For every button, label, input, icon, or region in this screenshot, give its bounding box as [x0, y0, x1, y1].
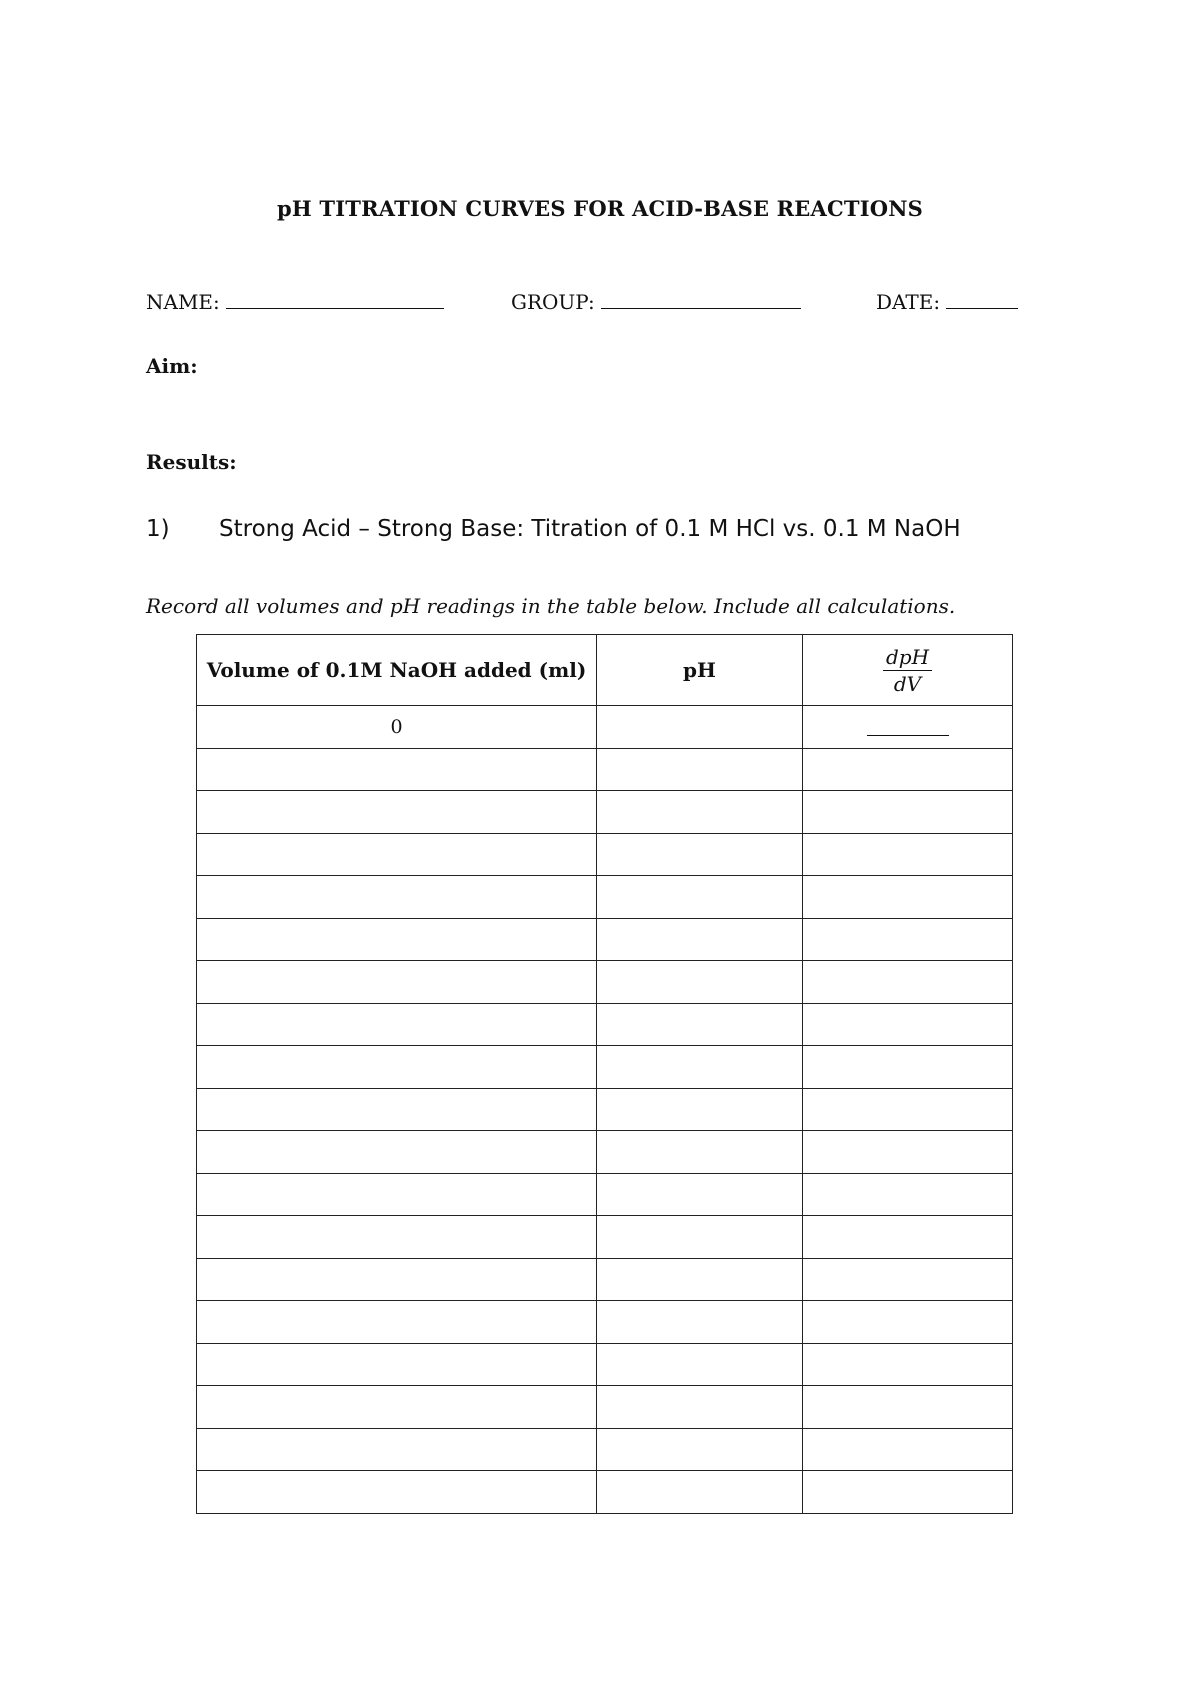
table-row — [197, 1131, 1013, 1174]
question-text: Strong Acid – Strong Base: Titration of 0.1 M HCl vs. 0.1 M NaOH — [219, 516, 961, 542]
derivative-cell[interactable] — [803, 1386, 1013, 1429]
derivative-column-header — [803, 635, 1013, 706]
ph-cell[interactable] — [597, 833, 803, 876]
table-row — [197, 748, 1013, 791]
derivative-cell-na — [803, 706, 1013, 749]
volume-cell[interactable] — [197, 1088, 597, 1131]
table-row — [197, 918, 1013, 961]
derivative-cell[interactable] — [803, 1216, 1013, 1259]
derivative-cell[interactable] — [803, 1343, 1013, 1386]
volume-column-header: Volume of 0.1M NaOH added (ml) — [197, 635, 597, 706]
derivative-cell[interactable] — [803, 918, 1013, 961]
fraction-numerator: dpH — [883, 645, 932, 671]
ph-cell[interactable] — [597, 1046, 803, 1089]
volume-cell[interactable] — [197, 1046, 597, 1089]
volume-cell[interactable] — [197, 1173, 597, 1216]
volume-cell[interactable] — [197, 961, 597, 1004]
table-body — [197, 706, 1013, 1514]
table-row — [197, 791, 1013, 834]
volume-cell[interactable] — [197, 791, 597, 834]
derivative-cell[interactable] — [803, 791, 1013, 834]
question-number: 1) — [146, 516, 170, 542]
table-row — [197, 1258, 1013, 1301]
table-row — [197, 1173, 1013, 1216]
ph-cell[interactable] — [597, 1003, 803, 1046]
ph-cell[interactable] — [597, 876, 803, 919]
ph-cell[interactable] — [597, 706, 803, 749]
table-row — [197, 1088, 1013, 1131]
volume-cell[interactable] — [197, 1003, 597, 1046]
ph-cell[interactable] — [597, 918, 803, 961]
derivative-cell[interactable] — [803, 1471, 1013, 1514]
volume-cell[interactable] — [197, 876, 597, 919]
derivative-cell[interactable] — [803, 1173, 1013, 1216]
volume-cell[interactable] — [197, 1343, 597, 1386]
derivative-cell[interactable] — [803, 876, 1013, 919]
ph-cell[interactable] — [597, 791, 803, 834]
ph-cell[interactable] — [597, 1131, 803, 1174]
derivative-cell[interactable] — [803, 1088, 1013, 1131]
group-blank-line[interactable] — [601, 292, 801, 309]
table-row — [197, 1301, 1013, 1344]
name-label: NAME: — [146, 290, 220, 314]
ph-cell[interactable] — [597, 1428, 803, 1471]
table-row — [197, 833, 1013, 876]
not-applicable-dash — [867, 735, 949, 736]
date-field — [876, 290, 1018, 314]
ph-cell[interactable] — [597, 961, 803, 1004]
volume-cell[interactable] — [197, 1428, 597, 1471]
table-header-row — [197, 635, 1013, 706]
name-field — [146, 290, 444, 314]
ph-cell[interactable] — [597, 1088, 803, 1131]
volume-cell[interactable] — [197, 1386, 597, 1429]
question-1 — [146, 516, 961, 542]
aim-heading: Aim: — [146, 354, 198, 378]
ph-cell[interactable] — [597, 1471, 803, 1514]
volume-cell[interactable] — [197, 1301, 597, 1344]
ph-cell[interactable] — [597, 1386, 803, 1429]
volume-cell[interactable] — [197, 748, 597, 791]
derivative-cell[interactable] — [803, 1258, 1013, 1301]
derivative-cell[interactable] — [803, 961, 1013, 1004]
table-row — [197, 1428, 1013, 1471]
volume-cell[interactable] — [197, 918, 597, 961]
ph-cell[interactable] — [597, 1216, 803, 1259]
ph-cell[interactable] — [597, 1173, 803, 1216]
group-field — [511, 290, 801, 314]
table-row — [197, 876, 1013, 919]
name-blank-line[interactable] — [226, 292, 444, 309]
derivative-cell[interactable] — [803, 748, 1013, 791]
derivative-cell[interactable] — [803, 1003, 1013, 1046]
ph-cell[interactable] — [597, 1301, 803, 1344]
derivative-cell[interactable] — [803, 833, 1013, 876]
ph-cell[interactable] — [597, 1258, 803, 1301]
volume-cell[interactable] — [197, 1258, 597, 1301]
volume-cell[interactable] — [197, 1471, 597, 1514]
volume-cell[interactable]: 0 — [197, 706, 597, 749]
volume-cell[interactable] — [197, 1216, 597, 1259]
instruction-text: Record all volumes and pH readings in the table below. Include all calculations. — [146, 594, 956, 618]
ph-cell[interactable] — [597, 748, 803, 791]
table-row — [197, 961, 1013, 1004]
date-blank-line[interactable] — [946, 292, 1018, 309]
ph-cell[interactable] — [597, 1343, 803, 1386]
table-row — [197, 1343, 1013, 1386]
derivative-cell[interactable] — [803, 1428, 1013, 1471]
table-row — [197, 1386, 1013, 1429]
titration-data-table — [196, 634, 1013, 1514]
derivative-cell[interactable] — [803, 1131, 1013, 1174]
volume-cell[interactable] — [197, 833, 597, 876]
fraction-denominator: dV — [893, 671, 922, 696]
page-title: pH TITRATION CURVES FOR ACID-BASE REACTIONS — [276, 196, 924, 221]
date-label: DATE: — [876, 290, 941, 314]
group-label: GROUP: — [511, 290, 595, 314]
ph-column-header: pH — [597, 635, 803, 706]
results-heading: Results: — [146, 450, 237, 474]
table-row — [197, 1046, 1013, 1089]
table-row — [197, 706, 1013, 749]
derivative-cell[interactable] — [803, 1301, 1013, 1344]
table-row — [197, 1216, 1013, 1259]
volume-cell[interactable] — [197, 1131, 597, 1174]
dph-dv-fraction — [883, 645, 932, 696]
table-row — [197, 1471, 1013, 1514]
derivative-cell[interactable] — [803, 1046, 1013, 1089]
table-row — [197, 1003, 1013, 1046]
